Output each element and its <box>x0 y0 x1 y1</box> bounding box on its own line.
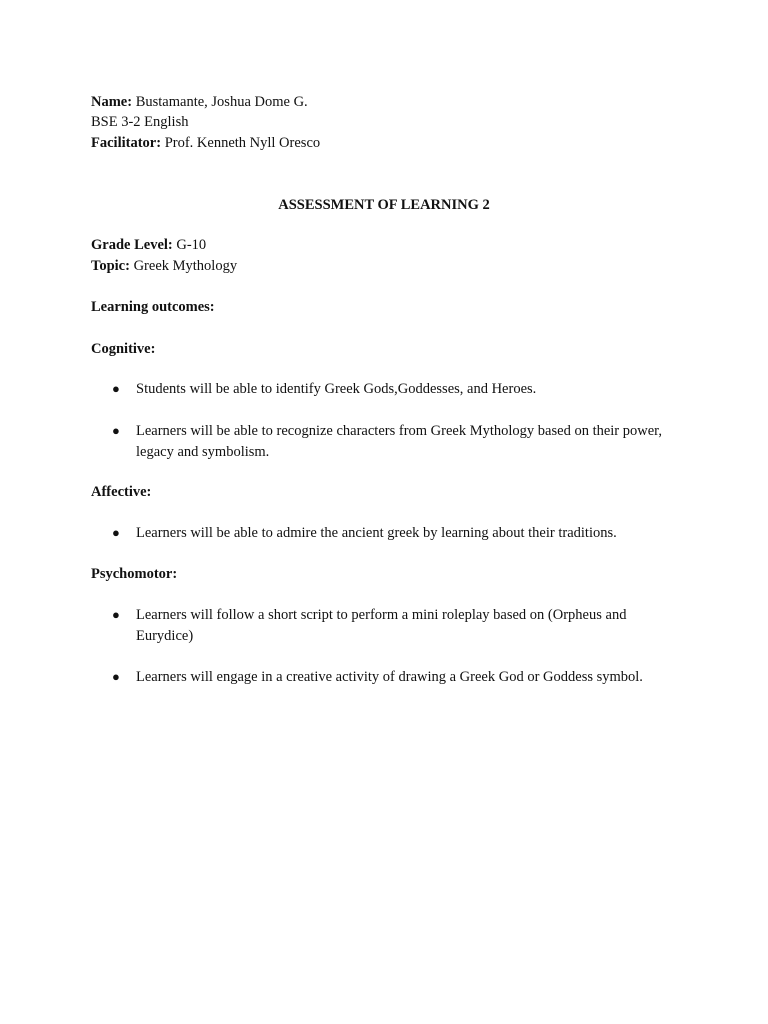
bullet-icon: ● <box>112 525 120 540</box>
name-value: Bustamante, Joshua Dome G. <box>132 94 308 110</box>
course-line: BSE 3-2 English <box>91 114 189 130</box>
bullet-icon: ● <box>112 607 120 622</box>
bullet-icon: ● <box>112 423 120 438</box>
grade-level-label: Grade Level: <box>91 237 173 253</box>
affective-heading: Affective: <box>91 484 152 500</box>
facilitator-label: Facilitator: <box>91 135 162 151</box>
affective-item-1-text: Learners will be able to admire the ancient greek by learning about their traditions. <box>136 525 617 541</box>
psychomotor-item-1-text: Learners will follow a short script to perform a mini roleplay based on (Orpheus and Eurydice) <box>136 607 627 644</box>
bullet-icon: ● <box>112 381 120 396</box>
name-label: Name: <box>91 94 133 110</box>
learning-outcomes-heading: Learning outcomes: <box>91 299 215 315</box>
name-line <box>91 92 308 112</box>
topic-line <box>91 256 237 276</box>
facilitator-value: Prof. Kenneth Nyll Oresco <box>161 135 321 151</box>
facilitator-line <box>91 133 320 153</box>
topic-value: Greek Mythology <box>129 258 238 274</box>
cognitive-heading: Cognitive: <box>91 341 156 357</box>
cognitive-item-2-text: Learners will be able to recognize characters from Greek Mythology based on their power, legacy and symbolism. <box>136 423 663 460</box>
grade-level-value: G-10 <box>172 237 207 253</box>
topic-label: Topic: <box>91 258 130 274</box>
document-title: ASSESSMENT OF LEARNING 2 <box>278 197 490 213</box>
psychomotor-item-2-text: Learners will engage in a creative activity of drawing a Greek God or Goddess symbol. <box>136 669 643 685</box>
psychomotor-heading: Psychomotor: <box>91 566 178 582</box>
cognitive-item-1-text: Students will be able to identify Greek Gods,Goddesses, and Heroes. <box>136 381 537 397</box>
bullet-icon: ● <box>112 669 120 684</box>
grade-level-line <box>91 235 206 255</box>
